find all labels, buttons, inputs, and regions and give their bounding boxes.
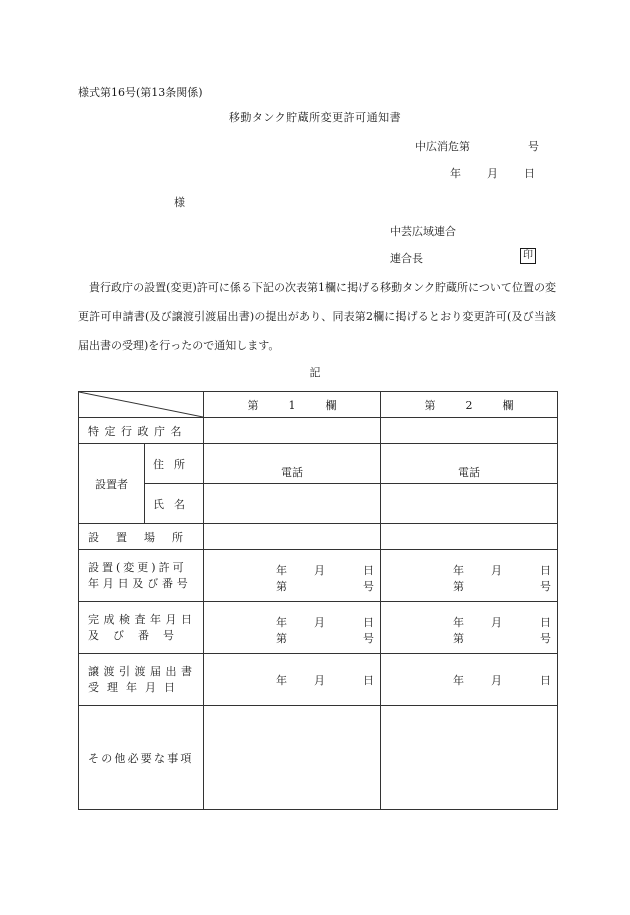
location-label: 設置場所	[88, 530, 200, 544]
inspection-col2-number	[453, 630, 551, 646]
phone-label-col2: 電話	[458, 466, 480, 479]
agency-col1	[204, 418, 381, 444]
permit-col1-dai: 第	[276, 580, 287, 593]
diagonal-line	[79, 392, 203, 417]
address-label-cell	[145, 444, 204, 484]
location-col1	[204, 524, 381, 550]
other-label: その他必要な事項	[88, 751, 194, 765]
document-title: 移動タンク貯蔵所変更許可通知書	[228, 111, 402, 124]
col2-ran: 欄	[502, 398, 514, 412]
other-label-cell	[79, 706, 204, 810]
col1-dai: 第	[247, 398, 259, 412]
name-col1	[204, 484, 381, 524]
inspection-col2-day: 日	[540, 616, 551, 629]
sender-organization: 中芸広域連合	[390, 225, 456, 238]
inspection-col1-date: 年 月 日	[276, 616, 374, 629]
address-col2	[381, 444, 558, 484]
permit-col1	[204, 550, 381, 602]
col2-num: 2	[465, 398, 473, 412]
name-label: 氏名	[153, 497, 195, 511]
permit-label-line2: 年月日及び番号	[88, 576, 192, 590]
transfer-label-line1: 譲渡引渡届出書	[88, 664, 197, 678]
inspection-col1-day: 日	[363, 616, 374, 629]
notice-table	[78, 391, 558, 810]
permit-col1-number	[276, 578, 374, 594]
transfer-col2	[381, 654, 558, 706]
transfer-col1-day: 日	[363, 673, 374, 687]
permit-col2-number	[453, 578, 551, 594]
permit-col1-month: 月	[314, 564, 325, 577]
inspection-label-line1: 完成検査年月日	[88, 612, 197, 626]
permit-col2	[381, 550, 558, 602]
location-col2	[381, 524, 558, 550]
reference-number	[415, 138, 539, 154]
inspection-col1-dai: 第	[276, 632, 287, 645]
address-label: 住所	[153, 457, 195, 471]
other-col2	[381, 706, 558, 810]
name-col2	[381, 484, 558, 524]
notice-body: 貴行政庁の設置(変更)許可に係る下記の次表第1欄に掲げる移動タンク貯蔵所について位置の変更許可申請書(及び譲渡引渡届出書)の提出があり、同表第2欄に掲げるとおり変更許可(及び当該届出書の受理)を行ったので通知します。	[78, 281, 556, 352]
transfer-col2-month: 月	[491, 673, 502, 687]
col2-dai: 第	[424, 398, 436, 412]
issue-date-year: 年	[450, 167, 461, 180]
permit-col2-dai: 第	[453, 580, 464, 593]
inspection-col1-month: 月	[314, 616, 325, 629]
inspection-col1	[204, 602, 381, 654]
transfer-label-line2: 受理年月日	[88, 680, 183, 694]
ki-heading: 記	[309, 366, 321, 379]
col1-ran: 欄	[325, 398, 337, 412]
col1-num: 1	[288, 398, 296, 412]
agency-label: 特定行政庁名	[88, 424, 187, 438]
agency-label-cell	[79, 418, 204, 444]
permit-label-cell	[79, 550, 204, 602]
location-label-cell	[79, 524, 204, 550]
issue-date-month: 月	[487, 167, 498, 180]
permit-col1-day: 日	[363, 564, 374, 577]
addressee-suffix: 様	[174, 196, 185, 209]
inspection-col2	[381, 602, 558, 654]
transfer-col2-day: 日	[540, 673, 551, 687]
name-label-cell	[145, 484, 204, 524]
inspection-col1-number	[276, 630, 374, 646]
header-diagonal-cell	[79, 392, 204, 418]
installer-label: 設置者	[95, 477, 128, 491]
installer-label-cell	[79, 444, 145, 524]
seal-mark: 印	[520, 248, 536, 264]
phone-label-col1: 電話	[281, 466, 303, 479]
column-header-1	[204, 392, 381, 418]
permit-col2-date: 年 月 日	[453, 564, 551, 577]
transfer-col1-date: 年 月 日	[276, 673, 374, 687]
form-label: 様式第16号(第13条関係)	[78, 86, 203, 99]
inspection-col2-month: 月	[491, 616, 502, 629]
permit-col1-go: 号	[363, 580, 374, 593]
permit-label-line1: 設置(変更)許可	[88, 560, 187, 574]
transfer-col1-month: 月	[314, 673, 325, 687]
permit-col2-day: 日	[540, 564, 551, 577]
transfer-col2-date: 年 月 日	[453, 673, 551, 687]
inspection-col2-date: 年 月 日	[453, 616, 551, 629]
inspection-label-cell	[79, 602, 204, 654]
transfer-col1	[204, 654, 381, 706]
inspection-label-line2: 及び番号	[88, 628, 188, 642]
inspection-col2-dai: 第	[453, 632, 464, 645]
permit-col2-go: 号	[540, 580, 551, 593]
issue-date	[450, 165, 535, 181]
transfer-label-cell	[79, 654, 204, 706]
sender-title: 連合長	[390, 252, 423, 265]
issue-date-day: 日	[524, 167, 535, 180]
reference-suffix: 号	[528, 140, 539, 153]
column-header-2	[381, 392, 558, 418]
permit-col2-month: 月	[491, 564, 502, 577]
other-col1	[204, 706, 381, 810]
address-col1	[204, 444, 381, 484]
agency-col2	[381, 418, 558, 444]
inspection-col1-go: 号	[363, 632, 374, 645]
permit-col1-date: 年 月 日	[276, 564, 374, 577]
inspection-col2-go: 号	[540, 632, 551, 645]
reference-prefix: 中広消危第	[415, 140, 470, 153]
